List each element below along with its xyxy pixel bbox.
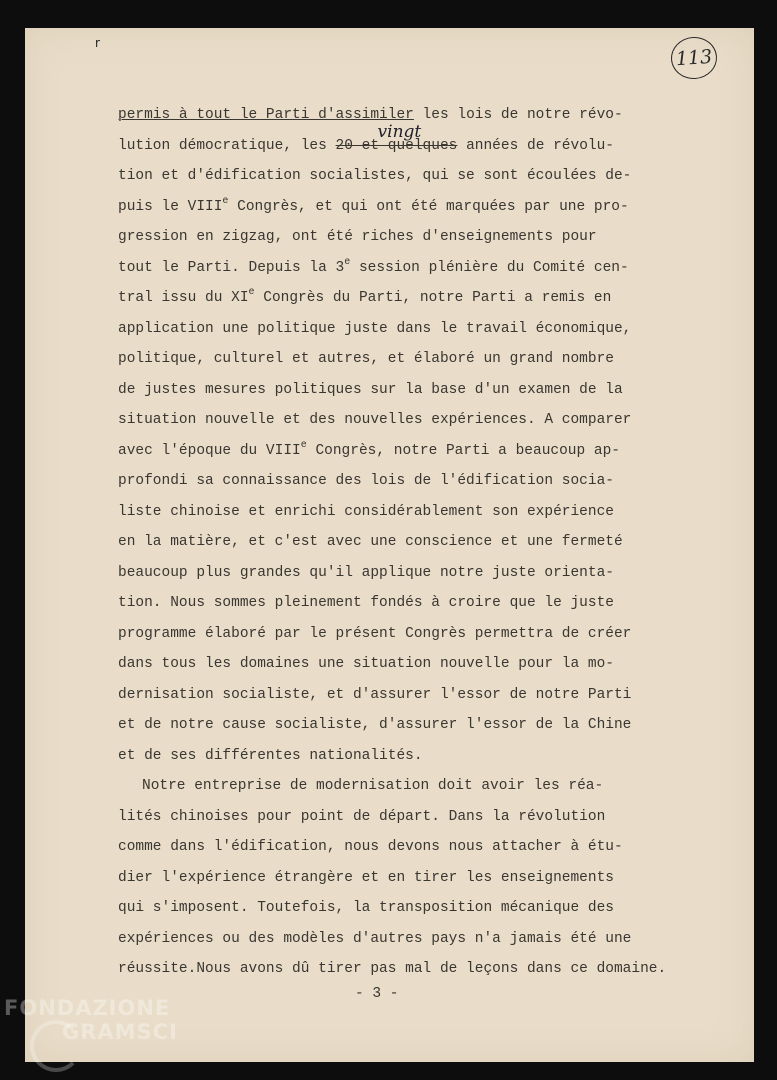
typewritten-body (118, 100, 708, 985)
text-line: tion et d'édification socialistes, qui se sont écoulées de- (118, 168, 632, 184)
text-line: politique, culturel et autres, et élaboré un grand nombre (118, 351, 614, 367)
handwritten-insertion: vingt (377, 121, 422, 142)
text-line: puis le VIIIe Congrès, et qui ont été marquées par une pro- (118, 195, 629, 215)
text-line: permis à tout le Parti d'assimiler les lois de notre révo- (118, 107, 623, 123)
text-line: avec l'époque du VIIIe Congrès, notre Parti a beaucoup ap- (118, 439, 621, 459)
text-line: de justes mesures politiques sur la base d'un examen de la (118, 381, 623, 398)
page-footer: - 3 - (355, 986, 399, 1002)
text-line: réussite.Nous avons dû tirer pas mal de leçons dans ce domaine. (118, 961, 667, 977)
text-line: comme dans l'édification, nous devons nous attacher à étu- (118, 839, 623, 855)
text-line: dernisation socialiste, et d'assurer l'essor de notre Parti (118, 686, 632, 703)
text-line: liste chinoise et enrichi considérablement son expérience (118, 503, 614, 520)
text-line: lution démocratique, les vingt 20 et quelques années de révolu- (118, 131, 708, 162)
text-line: Notre entreprise de modernisation doit avoir les réa- (142, 778, 604, 794)
watermark: FONDAZIONE GRAMSCI (4, 996, 178, 1044)
text-line: et de ses différentes nationalités. (118, 747, 423, 764)
text-line: tral issu du XIe Congrès du Parti, notre Parti a remis en (118, 287, 612, 306)
handwritten-page-number: 113 (670, 35, 719, 80)
text-line: qui s'imposent. Toutefois, la transposition mécanique des (118, 900, 614, 916)
text-line: tion. Nous sommes pleinement fondés à croire que le juste (118, 595, 614, 611)
text-line: programme élaboré par le présent Congrès permettra de créer (118, 625, 632, 642)
correction (335, 121, 458, 154)
text-line: profondi sa connaissance des lois de l'édification socia- (118, 473, 614, 489)
text-line: et de notre cause socialiste, d'assurer l'essor de la Chine (118, 717, 632, 733)
struck-text: 20 et quelques (335, 137, 458, 154)
document-page (25, 28, 754, 1062)
text-line: en la matière, et c'est avec une conscience et une fermeté (118, 534, 623, 550)
text-line: lités chinoises pour point de départ. Dans la révolution (118, 808, 606, 825)
text-line: tout le Parti. Depuis la 3e session plénière du Comité cen- (118, 256, 629, 276)
text-line: dans tous les domaines une situation nouvelle pour la mo- (118, 656, 614, 672)
text-line: beaucoup plus grandes qu'il applique notre juste orienta- (118, 564, 614, 581)
text-line: situation nouvelle et des nouvelles expériences. A comparer (118, 412, 632, 428)
text-line: application une politique juste dans le travail économique, (118, 320, 632, 337)
corner-mark: r (95, 36, 106, 50)
text-line: expériences ou des modèles d'autres pays n'a jamais été une (118, 930, 632, 947)
text-line: dier l'expérience étrangère et en tirer les enseignements (118, 869, 614, 886)
text-line: gression en zigzag, ont été riches d'enseignements pour (118, 229, 597, 245)
